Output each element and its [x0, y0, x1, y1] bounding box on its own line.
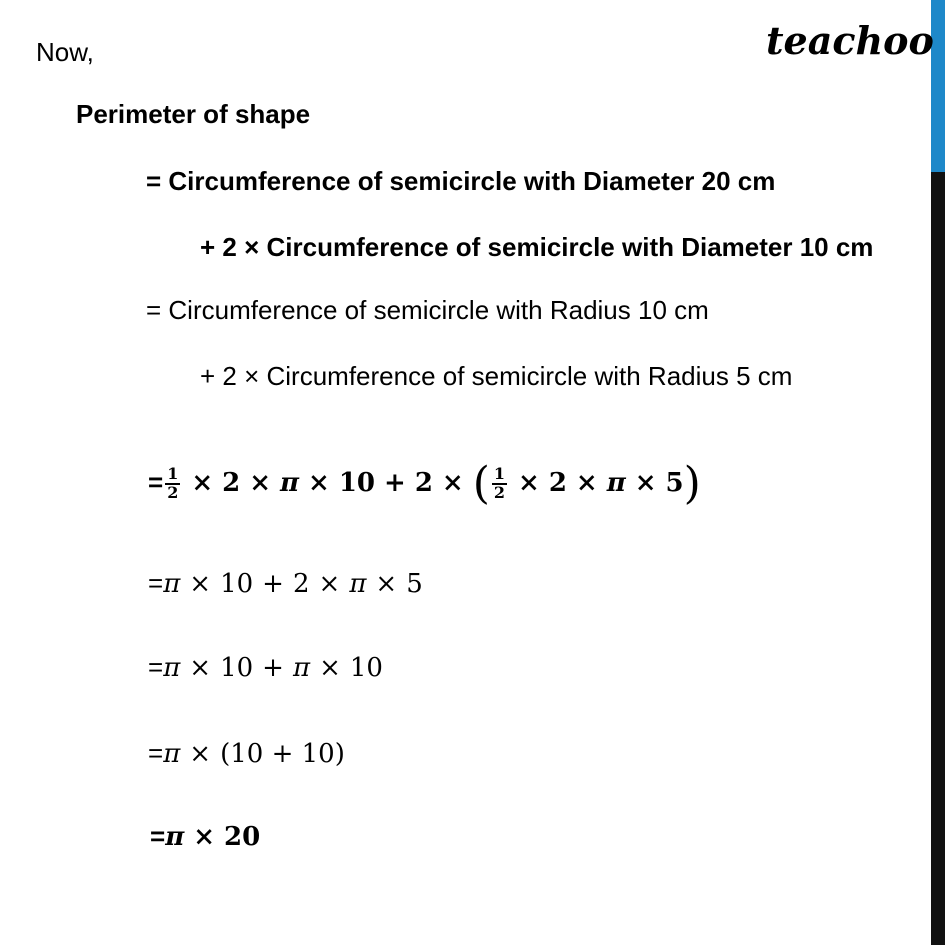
- perimeter-heading: Perimeter of shape: [76, 99, 311, 129]
- expr-full-formula: = $\frac{1}{2}$ × 2 × π × 10 + 2 × ( $\frac{1}{2}$ × 2 × π × 5): [148, 458, 701, 509]
- expr-simplified-2: =π × 10 + π × 10: [148, 652, 383, 683]
- step-radius-1: = Circumference of semicircle with Radius 10 cm: [146, 295, 709, 325]
- expr-simplified-1: =π × 10 + 2 × π × 5: [148, 568, 423, 599]
- expr-simplified-3: =π × (10 + 10): [148, 738, 345, 769]
- expr-result: =π × 20: [150, 821, 261, 852]
- fraction-half: $\frac{1}{2}$: [493, 464, 506, 502]
- step-diameter-2: + 2 × Circumference of semicircle with Diameter 10 cm: [200, 232, 874, 262]
- teachoo-logo: teachoo: [766, 18, 934, 63]
- intro-now: Now,: [36, 37, 94, 67]
- step-diameter-1: = Circumference of semicircle with Diameter 20 cm: [146, 166, 776, 196]
- fraction-half: $\frac{1}{2}$: [167, 464, 179, 502]
- step-radius-2: + 2 × Circumference of semicircle with Radius 5 cm: [200, 361, 793, 391]
- equals-sign: =: [148, 467, 164, 497]
